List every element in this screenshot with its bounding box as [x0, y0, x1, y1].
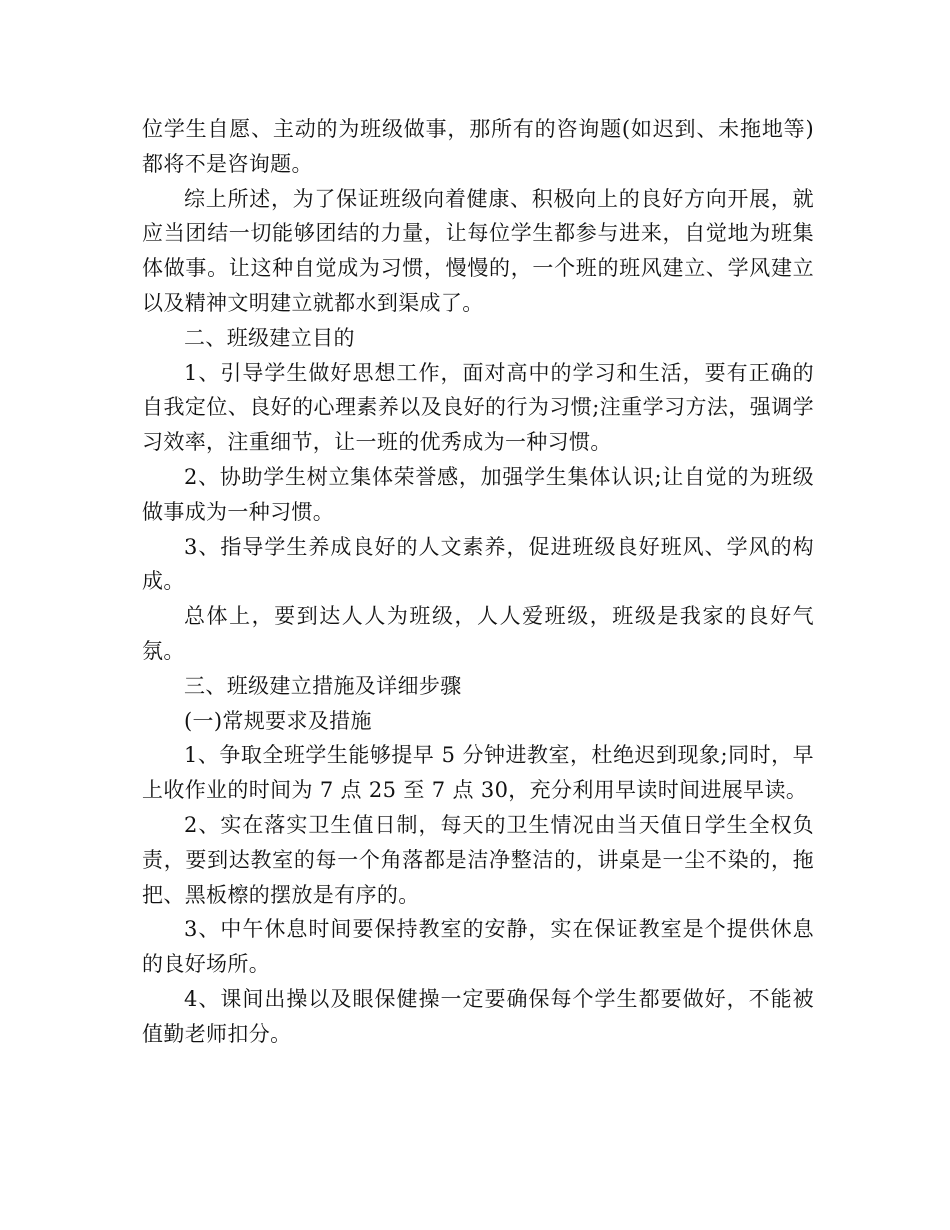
subsection-heading-routine: (一)常规要求及措施 [184, 708, 372, 733]
document-body [142, 112, 814, 1052]
section-heading-measures: 三、班级建立措施及详细步骤 [184, 673, 462, 698]
paragraph-continuation: 位学生自愿、主动的为班级做事，那所有的咨询题(如迟到、未拖地等)都将不是咨询题。 [142, 117, 814, 176]
section-heading-goals: 二、班级建立目的 [184, 325, 355, 350]
goal-item-2: 2、协助学生树立集体荣誉感，加强学生集体认识;让自觉的为班级做事成为一种习惯。 [142, 464, 814, 524]
paragraph-summary: 综上所述，为了保证班级向着健康、积极向上的良好方向开展，就应当团结一切能够团结的力量，让每位学生都参与进来，自觉地为班集体做事。让这种自觉成为习惯，慢慢的，一个班的班风建立、学风建立以及精神文明建立就都水到渠成了。 [142, 186, 814, 315]
measure-item-1: 1、争取全班学生能够提早 5 分钟进教室，杜绝迟到现象;同时，早上收作业的时间为 7 点 25 至 7 点 30，充分利用早读时间进展早读。 [142, 743, 814, 803]
paragraph-overall: 总体上，要到达人人为班级，人人爱班级，班级是我家的良好气氛。 [142, 604, 814, 663]
measure-item-3: 3、中午休息时间要保持教室的安静，实在保证教室是个提供休息的良好场所。 [142, 917, 814, 977]
goal-item-3: 3、指导学生养成良好的人文素养，促进班级良好班风、学风的构成。 [142, 534, 814, 594]
goal-item-1: 1、引导学生做好思想工作，面对高中的学习和生活，要有正确的自我定位、良好的心理素养以及良好的行为习惯;注重学习方法，强调学习效率，注重细节，让一班的优秀成为一种习惯。 [142, 360, 814, 455]
measure-item-4: 4、课间出操以及眼保健操一定要确保每个学生都要做好，不能被值勤老师扣分。 [142, 986, 814, 1046]
measure-item-2: 2、实在落实卫生值日制，每天的卫生情况由当天值日学生全权负责，要到达教室的每一个角落都是洁净整洁的，讲桌是一尘不染的，拖把、黑板檫的摆放是有序的。 [142, 812, 814, 907]
